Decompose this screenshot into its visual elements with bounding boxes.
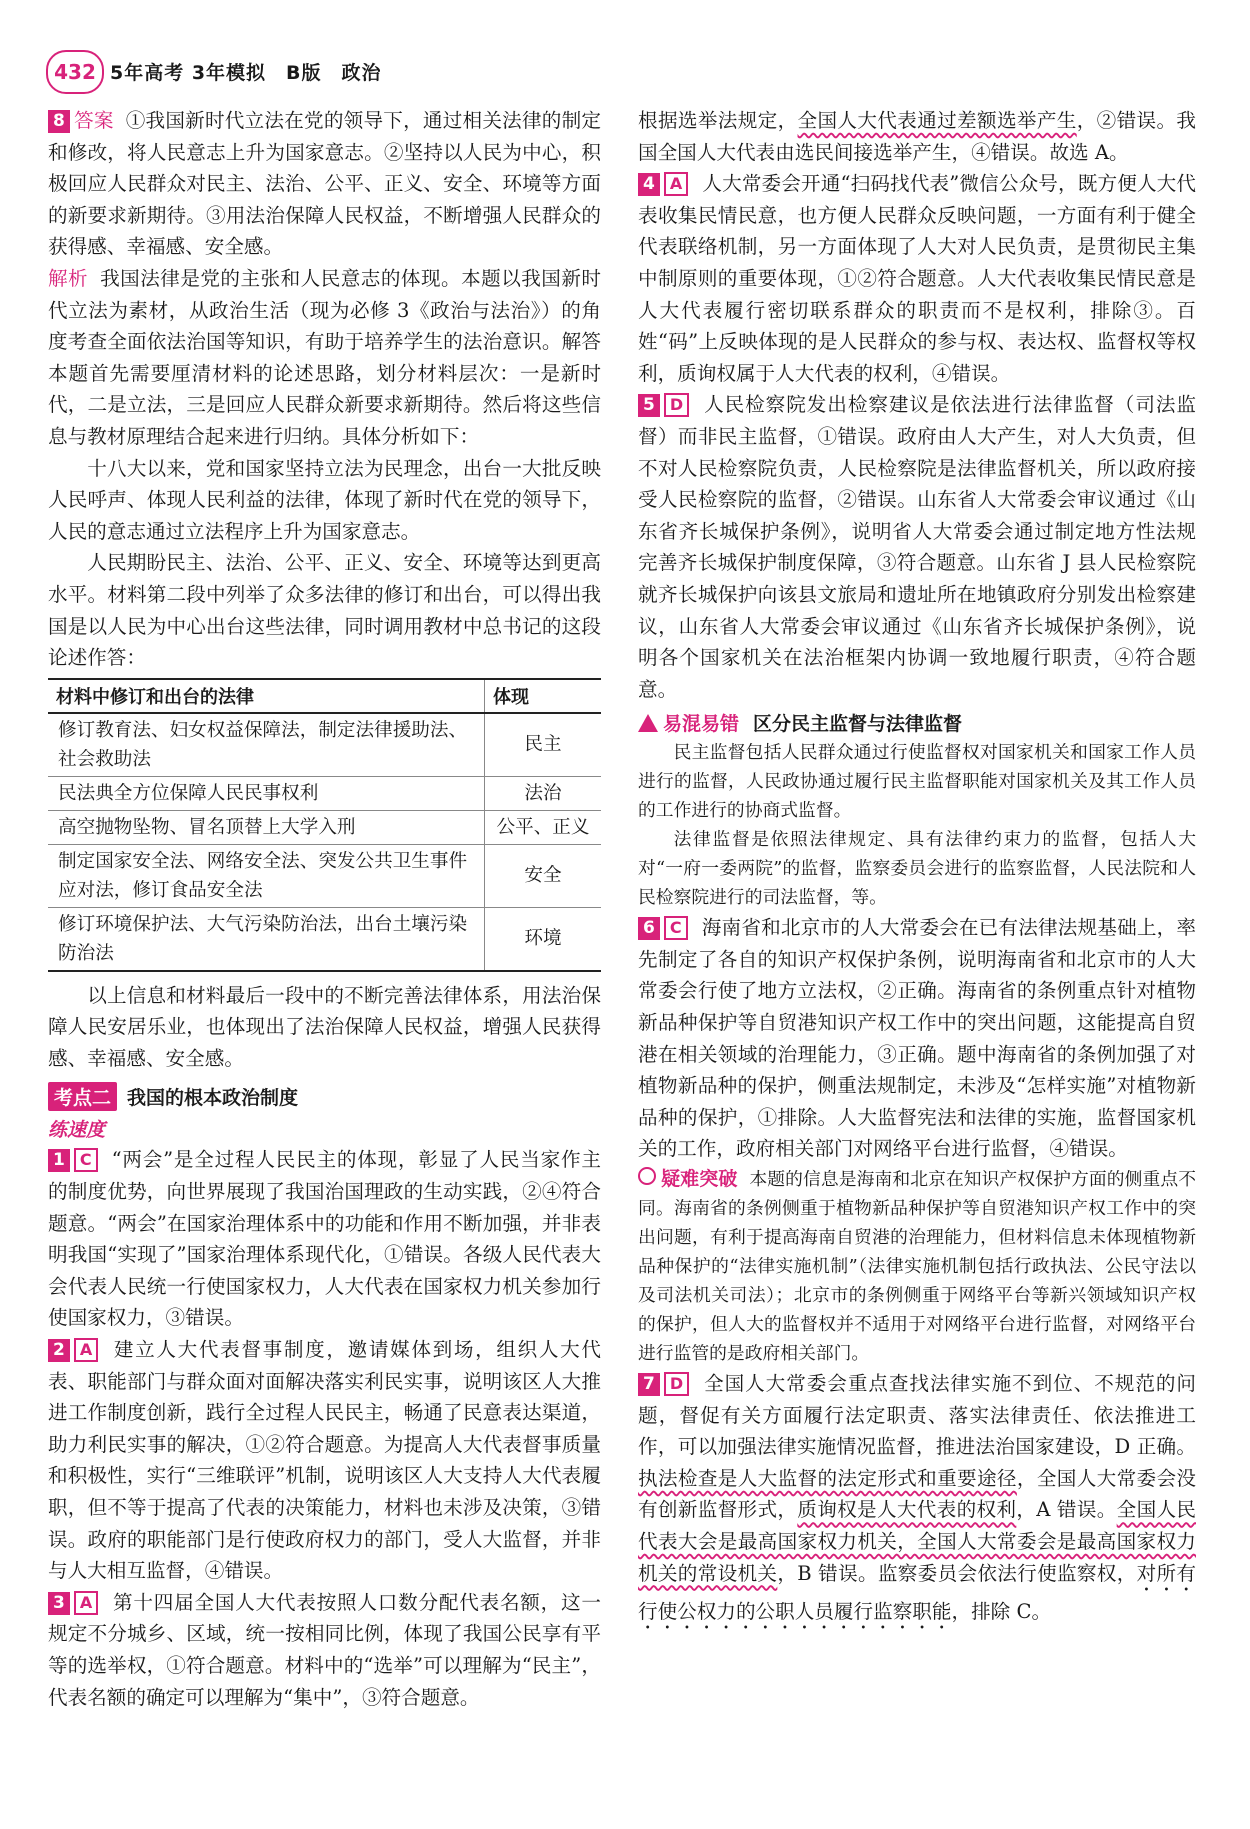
confusion-tag: 易混易错 <box>663 713 740 736</box>
paragraph: 十八大以来，党和国家坚持立法为民理念，出台一大批反映人民呼声、体现人民利益的法律，体现了新时代在党的领导下，人民的意志通过立法程序上升为国家意志。 <box>48 456 601 543</box>
text: 根据选举法规定， <box>638 109 798 132</box>
table-row <box>48 844 601 907</box>
table-cell: 公平、正义 <box>485 810 602 844</box>
question-number: 3 <box>48 1592 70 1615</box>
text: ，排除 C。 <box>951 1599 1052 1623</box>
text: ，B 错误。监察委员会依法行使监察权， <box>777 1561 1137 1585</box>
table-row <box>48 810 601 844</box>
law-table <box>48 678 601 972</box>
text: ，A 错误。 <box>1016 1498 1117 1522</box>
right-column <box>638 105 1196 1634</box>
underlined-text: 执法检查是人大监督的法定形式和重要途径 <box>638 1466 1017 1490</box>
q5-text: 人民检察院发出检察建议是依法进行法律监督（司法监督）而非民主监督，①错误。政府由人大产生，对人大负责，但不对人民检察院负责，人民检察院是法律监督机关，所以政府接受人民检察院的监督，②错误。山东省人大常委会审议通过《山东省齐长城保护条例》，说明省人大常委会通过制定地方性法规完善齐长城保护制度保障，③符合题意。山东省 J 县人民检察院就齐长城保护向该县文旅局和遗址所在地镇政府分别发出检察建议，山东省人大常委会审议通过《山东省齐长城保护条例》，说明各个国家机关在法治框架内协调一致地履行职责，④符合题意。 <box>638 393 1196 701</box>
question-number: 4 <box>638 173 660 196</box>
underlined-text: 质询权是人大代表的权利 <box>797 1498 1017 1522</box>
q1-text: “两会”是全过程人民民主的体现，彰显了人民当家作主的制度优势，向世界展现了我国治国理政的生动实践，②④符合题意。“两会”在国家治理体系中的功能和作用不断加强，并非表明我国“实现了”国家治理体系现代化，①错误。各级人民代表大会代表人民统一行使国家权力，人大代表在国家权力机关参加行使国家权力，③错误。 <box>48 1148 601 1330</box>
table-cell: 修订环境保护法、大气污染防治法，出台土壤污染防治法 <box>48 907 485 971</box>
text: 全国人大常委会重点查找法律实施不到位、不规范的问题，督促有关方面履行法定职责、落实法律责任、依法推进工作，可以加强法律实施情况监督，推进法治国家建设，D 正确。 <box>638 1372 1196 1459</box>
paragraph: 人民期盼民主、法治、公平、正义、安全、环境等达到更高水平。材料第二段中列举了众多法律的修订和出台，可以得出我国是以人民为中心出台这些法律，同时调用教材中总书记的这段论述作答： <box>48 551 601 670</box>
question-number: 2 <box>48 1339 70 1362</box>
note-paragraph: 民主监督包括人民群众通过行使监督权对国家机关和国家工作人员进行的监督，人民政协通过履行民主监督职能对国家机关及其工作人员的工作进行的协商式监督。 <box>638 742 1196 822</box>
left-column <box>48 105 601 1713</box>
note-paragraph: 法律监督是依照法律规定、具有法律约束力的监督，包括人大对“一府一委两院”的监督，监察委员会进行的监察监督，人民法院和人民检察院进行的司法监督，等。 <box>638 829 1196 909</box>
section-heading <box>48 1082 601 1111</box>
q8-number: 8 <box>48 110 70 133</box>
q4 <box>638 168 1196 389</box>
text: ，②错误。我国全国人大代表由选民间接选举产生，④错误。故选 A。 <box>638 109 1197 164</box>
q3-continued <box>638 105 1196 168</box>
difficulty-text: 本题的信息是海南和北京在知识产权保护方面的侧重点不同。海南省的条例侧重于植物新品种保护等自贸港知识产权工作中的突出问题，有利于提高海南自贸港的治理能力，但材料信息未体现植物新品种保护的“法律实施机制”（法律实施机制包括行政执法、公民守法以及司法机关司法）；北京市的条例侧重于网络平台等新兴领域知识产权的保护，但人大的监督权并不适用于对网络平台进行监督，对网络平台进行监管的是政府相关部门。 <box>638 1169 1196 1365</box>
question-number: 1 <box>48 1149 70 1172</box>
answer-badge: D <box>664 393 689 417</box>
answer-badge: A <box>74 1591 98 1615</box>
difficulty-tag: 疑难突破 <box>661 1168 738 1191</box>
page-number: 432 <box>46 50 104 94</box>
question-number: 6 <box>638 917 660 940</box>
dotted-text: 对所有行使公权力的公职人员履行监察职能 <box>638 1561 1197 1623</box>
answer-badge: A <box>664 172 688 196</box>
q8-text: ①我国新时代立法在党的领导下，通过相关法律的制定和修改，将人民意志上升为国家意志。②坚持以人民为中心，积极回应人民群众对民主、法治、公平、正义、安全、环境等方面的新要求新期待。③用法治保障人民权益，不断增强人民群众的获得感、幸福感、安全感。 <box>48 109 602 259</box>
table-cell: 修订教育法、妇女权益保障法，制定法律援助法、社会救助法 <box>48 713 485 777</box>
q1 <box>48 1144 601 1334</box>
confusion-heading <box>638 709 1196 736</box>
analysis-text: 我国法律是党的主张和人民意志的体现。本题以我国新时代立法为素材，从政治生活（现为必修 3《政治与法治》）的角度考查全面依法治国等知识，有助于培养学生的法治意识。解答本题首先需要厘清材料的论述思路，划分材料层次：一是新时代，二是立法，三是回应人民群众新要求新期待。然后将这些信息与教材原理结合起来进行归纳。具体分析如下： <box>48 266 602 448</box>
q7 <box>638 1368 1196 1634</box>
analysis <box>48 263 601 453</box>
confusion-title: 区分民主监督与法律监督 <box>753 713 963 736</box>
lightbulb-icon <box>638 1167 656 1185</box>
table-cell: 法治 <box>485 776 602 810</box>
answer-tag: 答案 <box>73 109 114 132</box>
text: ，全国人大常委会没有创新监督形式， <box>638 1466 1197 1522</box>
analysis-tag: 解析 <box>48 266 89 290</box>
q3 <box>48 1587 601 1713</box>
table-row <box>48 713 601 777</box>
q2-text: 建立人大代表督事制度，邀请媒体到场，组织人大代表、职能部门与群众面对面解决落实利民实事，说明该区人大推进工作制度创新，践行全过程人民民主，畅通了民意表达渠道，助力利民实事的解决，①②符合题意。为提高人大代表督事质量和积极性，实行“三维联评”机制，说明该区人大支持人大代表履职，但不等于提高了代表的决策能力，材料也未涉及决策，③错误。政府的职能部门是行使政府权力的部门，受人大监督，并非与人大相互监督，④错误。 <box>48 1338 601 1583</box>
section-tag: 考点二 <box>48 1082 117 1111</box>
page-header <box>46 50 1206 96</box>
table-cell: 高空抛物坠物、冒名顶替上大学入刑 <box>48 810 485 844</box>
answer-badge: D <box>664 1372 689 1396</box>
book-title: 5年高考 3年模拟 B版 政治 <box>110 62 382 84</box>
table-row <box>48 776 601 810</box>
q6-text: 海南省和北京市的人大常委会在已有法律法规基础上，率先制定了各自的知识产权保护条例，说明海南省和北京市的人大常委会行使了地方立法权，②正确。海南省的条例重点针对植物新品种保护等自贸港知识产权工作中的突出问题，这能提高自贸港在相关领域的治理能力，③正确。题中海南省的条例加强了对植物新品种的保护，侧重法规制定，未涉及“怎样实施”对植物新品种的保护，①排除。人大监督宪法和法律的实施，监督国家机关的工作，政府相关部门对网络平台进行监督，④错误。 <box>638 916 1196 1161</box>
table-header: 体现 <box>485 679 602 713</box>
paragraph: 以上信息和材料最后一段中的不断完善法律体系，用法治保障人民安居乐业，也体现出了法治保障人民权益，增强人民获得感、幸福感、安全感。 <box>48 983 601 1070</box>
table-cell: 环境 <box>485 907 602 971</box>
q6 <box>638 912 1196 1165</box>
q4-text: 人大常委会开通“扫码找代表”微信公众号，既方便人大代表收集民情民意，也方便人民群众反映问题，一方面有利于健全代表联络机制，另一方面体现了人大对人民负责，是贯彻民主集中制原则的重要体现，①②符合题意。人大代表收集民情民意是人大代表履行密切联系群众的职责而不是权利，排除③。百姓“码”上反映体现的是人民群众的参与权、表达权、监督权等权利，质询权属于人大代表的权利，④错误。 <box>638 172 1196 385</box>
table-row <box>48 907 601 971</box>
answer-badge: C <box>74 1148 98 1172</box>
q2 <box>48 1334 601 1587</box>
answer-badge: A <box>74 1338 98 1362</box>
difficulty-note <box>638 1165 1196 1368</box>
table-cell: 民主 <box>485 713 602 777</box>
q3-text: 第十四届全国人大代表按照人口数分配代表名额，这一规定不分城乡、区域，统一按相同比例，体现了我国公民享有平等的选举权，①符合题意。材料中的“选举”可以理解为“民主”，代表名额的确定可以理解为“集中”，③符合题意。 <box>48 1590 601 1709</box>
table-header: 材料中修订和出台的法律 <box>48 679 485 713</box>
question-number: 5 <box>638 394 660 417</box>
q5 <box>638 389 1196 705</box>
q8-answer <box>48 105 601 263</box>
question-number: 7 <box>638 1373 660 1396</box>
table-cell: 民法典全方位保障人民民事权利 <box>48 776 485 810</box>
section-title: 我国的根本政治制度 <box>127 1087 299 1110</box>
table-cell: 安全 <box>485 844 602 907</box>
warning-icon <box>638 714 658 732</box>
answer-badge: C <box>664 916 688 940</box>
speed-label: 练速度 <box>48 1119 106 1142</box>
table-cell: 制定国家安全法、网络安全法、突发公共卫生事件应对法，修订食品安全法 <box>48 844 485 907</box>
underlined-text: 全国人大代表通过差额选举产生 <box>797 109 1077 132</box>
underlined-text: 全国人民代表大会是最高国家权力机关，全国人大常委会是最高国家权力机关的常设机关 <box>638 1498 1196 1585</box>
